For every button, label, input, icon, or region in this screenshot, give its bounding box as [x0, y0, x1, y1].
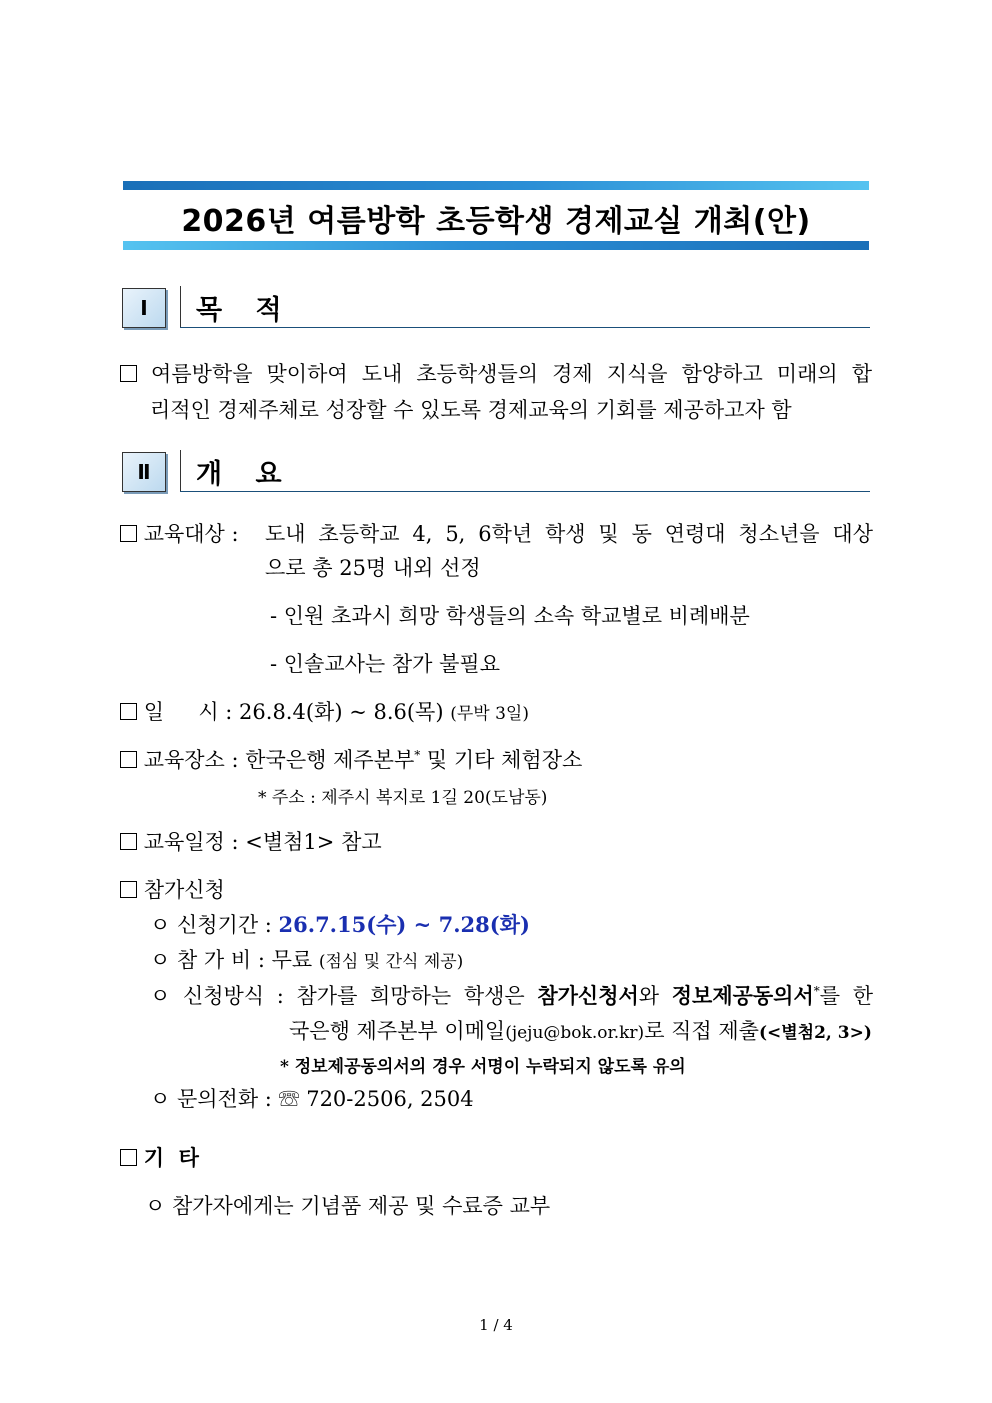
- purpose-line-1: [120, 358, 872, 388]
- date-value: 26.8.4(화) ~ 8.6(목): [239, 700, 444, 724]
- checkbox-icon: [120, 751, 137, 768]
- section-2-underline: [180, 491, 870, 492]
- schedule-label: 교육일정 :: [143, 830, 246, 854]
- apply-label: 참가신청: [143, 878, 225, 902]
- checkbox-icon: [120, 1149, 137, 1166]
- checkbox-icon: [120, 703, 137, 720]
- section-1-title: 목 적: [196, 295, 294, 326]
- apply-row: [120, 874, 225, 904]
- etc-row: [120, 1142, 199, 1172]
- apply-method-line2a: 국은행 제주본부 이메일: [289, 1019, 506, 1043]
- apply-fee-row: [150, 944, 463, 974]
- title-bar-bottom: [123, 241, 869, 250]
- apply-phone-label: ㅇ 문의전화 :: [150, 1087, 279, 1111]
- apply-period-value: 26.7.15(수) ~ 7.28(화): [278, 912, 530, 937]
- apply-method-consent: 정보제공동의서: [671, 983, 814, 1008]
- apply-method-line-1: [150, 980, 873, 1010]
- purpose-line-2: 리적인 경제주체로 성장할 수 있도록 경제교육의 기회를 제공하고자 함: [150, 398, 792, 422]
- apply-phone-value: ☏ 720-2506, 2504: [278, 1087, 474, 1111]
- apply-fee-label: ㅇ 참 가 비 :: [150, 948, 272, 972]
- target-label-row: [120, 518, 239, 548]
- section-1-number: Ⅰ: [122, 288, 166, 328]
- apply-method-mark: *: [813, 984, 820, 998]
- schedule-row: [120, 826, 382, 856]
- apply-period-label: ㅇ 신청기간 :: [150, 913, 279, 937]
- place-mark: *: [414, 748, 421, 762]
- place-row: [120, 744, 582, 774]
- target-label: 교육대상 :: [143, 522, 239, 546]
- apply-phone-row: [150, 1083, 474, 1113]
- date-row: [120, 696, 529, 726]
- place-label: 교육장소 :: [143, 748, 246, 772]
- section-2-divider: [180, 450, 181, 492]
- apply-fee-value: 무료: [271, 948, 313, 972]
- etc-label: 기 타: [143, 1145, 199, 1170]
- checkbox-icon: [120, 881, 137, 898]
- page-number: 1 / 4: [479, 1316, 513, 1334]
- place-rest: 및 기타 체험장소: [420, 748, 583, 772]
- document-title: 2026년 여름방학 초등학생 경제교실 개최(안): [181, 204, 811, 239]
- target-sub-1: - 인원 초과시 희망 학생들의 소속 학교별로 비례배분: [270, 604, 750, 628]
- checkbox-icon: [120, 525, 137, 542]
- place-address: * 주소 : 제주시 복지로 1길 20(도남동): [258, 788, 548, 808]
- target-line-2: 으로 총 25명 내외 선정: [265, 556, 481, 580]
- apply-method-post: 를 한: [819, 984, 874, 1008]
- apply-method-and: 와: [638, 984, 672, 1008]
- apply-method-pre: 참가를 희망하는 학생은: [296, 984, 538, 1008]
- apply-method-line-2: [289, 1015, 872, 1045]
- target-line-1: 도내 초등학교 4, 5, 6학년 학생 및 동 연령대 청소년을 대상: [265, 522, 873, 546]
- apply-period-row: [150, 909, 530, 939]
- apply-method-note: * 정보제공동의서의 경우 서명이 누락되지 않도록 유의: [280, 1057, 686, 1077]
- purpose-text-1: 여름방학을 맞이하여 도내 초등학생들의 경제 지식을 함양하고 미래의 합: [151, 362, 872, 386]
- date-note: (무박 3일): [450, 704, 529, 724]
- apply-method-line2b: 로 직접 제출: [644, 1019, 759, 1043]
- section-1-divider: [180, 286, 181, 328]
- checkbox-icon: [120, 833, 137, 850]
- place-value: 한국은행 제주본부: [245, 748, 415, 772]
- title-bar-top: [123, 181, 869, 190]
- schedule-value: <별첨1> 참고: [245, 830, 382, 854]
- section-2-title: 개 요: [196, 459, 294, 490]
- apply-method-label: ㅇ 신청방식 :: [150, 984, 297, 1008]
- etc-item: ㅇ 참가자에게는 기념품 제공 및 수료증 교부: [145, 1194, 551, 1218]
- date-label: 일 시 :: [143, 700, 240, 724]
- apply-fee-note: (점심 및 간식 제공): [318, 952, 464, 972]
- checkbox-icon: [120, 365, 137, 382]
- apply-method-attach: (<별첨2, 3>): [758, 1023, 872, 1043]
- section-1-underline: [180, 327, 870, 328]
- apply-method-form: 참가신청서: [537, 983, 639, 1008]
- section-2-number: Ⅱ: [122, 452, 166, 492]
- target-sub-2: - 인솔교사는 참가 불필요: [270, 652, 500, 676]
- apply-method-email: (jeju@bok.or.kr): [505, 1023, 645, 1043]
